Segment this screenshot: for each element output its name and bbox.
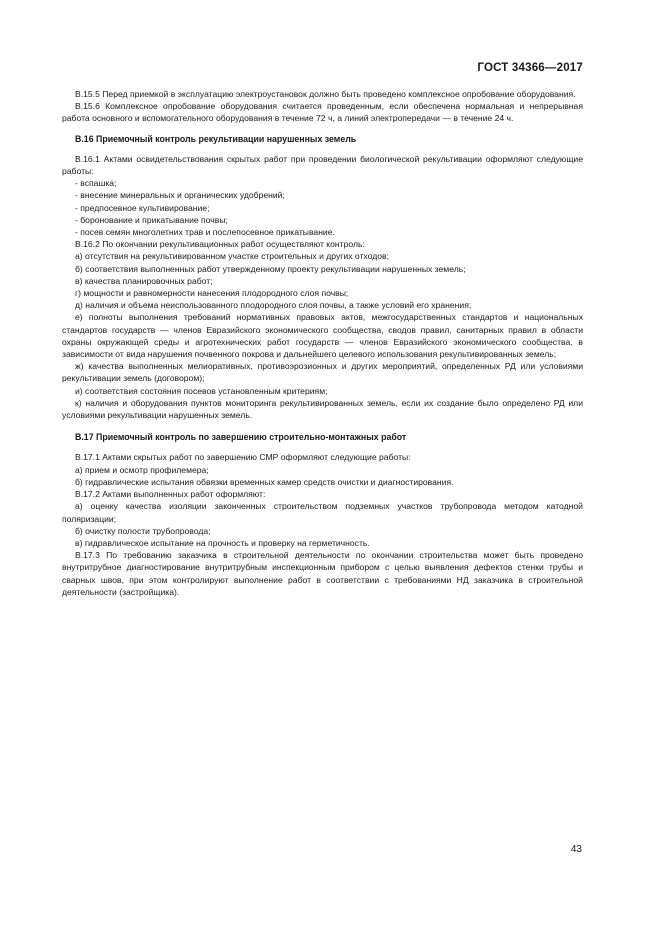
paragraph-b155: В.15.5 Перед приемкой в эксплуатацию электроустановок должно быть проведено комплексное опробование оборудования. [75, 89, 576, 99]
list-item: а) прием и осмотр профилемера; [75, 464, 209, 475]
paragraph-b161: В.16.1 Актами освидетельствования скрытых работ при проведении биологической рекультивации оформляют следующие работы: [62, 153, 583, 177]
list-item: к) наличия и оборудования пунктов мониторинга рекультивированных земель, если их создание было определено РД или условиями рекультивации нарушенных земель. [62, 397, 583, 421]
list-item: - боронование и прикатывание почвы; [75, 214, 228, 225]
section-title-b17: В.17 Приемочный контроль по завершению строительно-монтажных работ [75, 432, 407, 443]
list-item: а) оценку качества изоляции законченных строительством подземных участков трубопровода методом катодной поляризации; [62, 501, 583, 524]
list-item: - вспашка; [75, 178, 117, 189]
document-code: ГОСТ 34366—2017 [477, 62, 583, 74]
list-item: - посев семян многолетних трав и послепосевное прикатывание. [75, 227, 335, 238]
list-item: - внесение минеральных и органических удобрений; [75, 190, 285, 201]
paragraph-b173: В.17.3 По требованию заказчика в строительной деятельности по окончании строительства может быть проведено внутритрубное диагностирование внутритрубным инспекционным прибором с целью выявления дефектов стенки трубы и сварных швов, при этом контролируют выполнение работ в соответствии с требованиями НД заказчика в строительной деятельности (застройщика). [62, 550, 583, 597]
document-body [62, 88, 583, 598]
section-title-b16: В.16 Приемочный контроль рекультивации нарушенных земель [75, 133, 357, 144]
paragraph-b156: В.15.6 Комплексное опробование оборудования считается проведенным, если обеспечена нормальная и непрерывная работа основного и вспомогательного оборудования в течение 72 ч, а линий электропередачи — в течение 24 ч. [62, 101, 583, 124]
list-item: б) очистку полости трубопровода; [75, 525, 211, 536]
list-item: в) качества планировочных работ; [75, 275, 213, 286]
paragraph-b162: В.16.2 По окончании рекультивационных работ осуществляют контроль: [75, 239, 365, 250]
list-item: - предпосевное культивирование; [75, 202, 210, 213]
list-item: ж) качества выполненных мелиоративных, противоэрозионных и других мероприятий, определенных РД или условиями рекультивации земель (договором); [62, 361, 583, 384]
list-item: и) соответствия состояния посевов установленным критериям; [75, 385, 328, 396]
page-number: 43 [570, 844, 582, 855]
list-item: г) мощности и равномерности нанесения плодородного слоя почвы; [75, 288, 349, 299]
list-item: б) соответствия выполненных работ утвержденному проекту рекультивации нарушенных земель; [75, 263, 466, 274]
list-item: а) отсутствия на рекультивированном участке строительных и других отходов; [75, 251, 389, 262]
list-item: б) гидравлические испытания обвязки временных камер средств очистки и диагностирования. [75, 476, 454, 487]
list-item: е) полноты выполнения требований нормативных правовых актов, межгосударственных стандартов и национальных стандартов государств — членов Евразийского экономического сообщества, сводов правил, санитарных правил в области охраны окружающей среды и агротехнических работ государств — членов Евразийского экономического сообщества, в зависимости от вида нарушения почвенного покрова и дальнейшего целевого использования рекультивированных земель; [62, 312, 583, 360]
paragraph-b172: В.17.2 Актами выполненных работ оформляют: [75, 489, 266, 500]
list-item: в) гидравлическое испытание на прочность и проверку на герметичность. [75, 537, 370, 548]
paragraph-b171: В.17.1 Актами скрытых работ по завершению СМР оформляют следующие работы: [75, 452, 411, 463]
list-item: д) наличия и объема неиспользованного плодородного слоя почвы, а также условий его хранения; [75, 300, 472, 311]
